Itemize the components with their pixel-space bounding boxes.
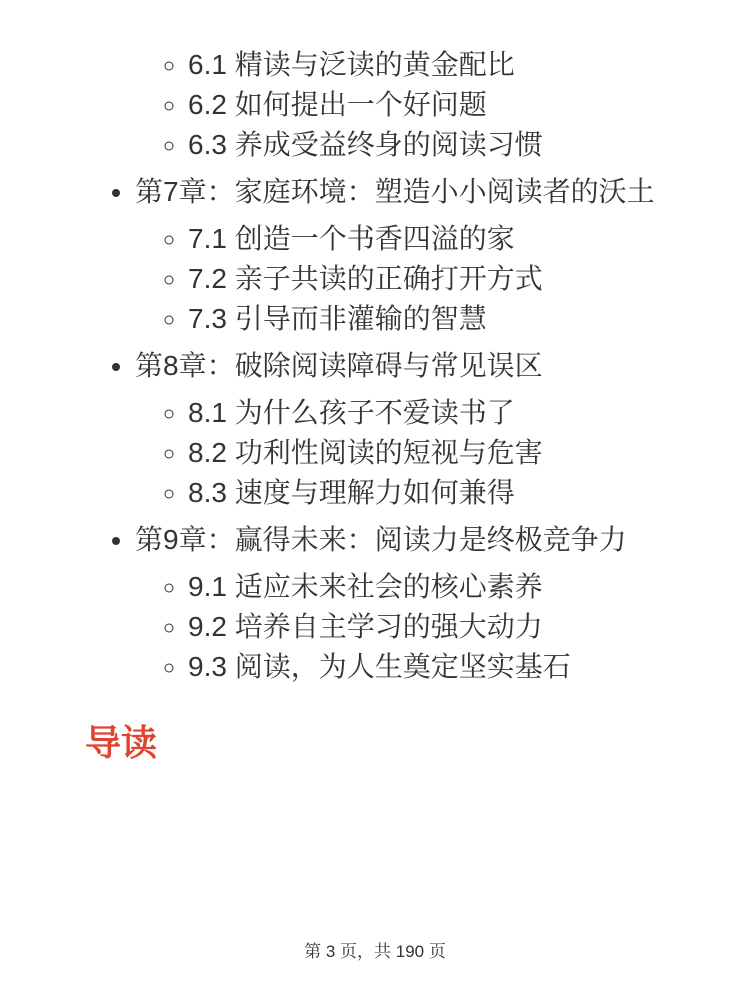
toc-subitem-9-1: ◦ 9.1 适应未来社会的核心素养 <box>188 570 710 603</box>
toc-subitem-9-2: ◦ 9.2 培养自主学习的强大动力 <box>188 610 710 643</box>
toc-chapter-7 <box>135 175 710 335</box>
toc-subitem-6-1: ◦ 6.1 精读与泛读的黄金配比 <box>188 48 710 81</box>
toc-subitem-9-3: ◦ 9.3 阅读，为人生奠定坚实基石 <box>188 650 710 683</box>
chapter8-subitem-list <box>135 396 710 509</box>
chapter-7-title: 第7章：家庭环境：塑造小小阅读者的沃土 <box>135 176 655 207</box>
toc-subitem-7-2: ◦ 7.2 亲子共读的正确打开方式 <box>188 262 710 295</box>
chapter6-subitem-list <box>85 48 710 161</box>
toc-subitem-8-3: ◦ 8.3 速度与理解力如何兼得 <box>188 476 710 509</box>
toc-subitem-6-3: ◦ 6.3 养成受益终身的阅读习惯 <box>188 128 710 161</box>
toc-chapter-8 <box>135 349 710 509</box>
toc-subitem-6-2: ◦ 6.2 如何提出一个好问题 <box>188 88 710 121</box>
page-indicator: 第 3 页，共 190 页 <box>304 942 446 961</box>
chapter7-subitem-list <box>135 222 710 335</box>
page-footer <box>0 941 750 963</box>
chapter-list <box>85 175 710 683</box>
chapter9-subitem-list <box>135 570 710 683</box>
toc-subitem-7-1: ◦ 7.1 创造一个书香四溢的家 <box>188 222 710 255</box>
toc-subitem-8-2: ◦ 8.2 功利性阅读的短视与危害 <box>188 436 710 469</box>
toc-subitem-8-1: ◦ 8.1 为什么孩子不爱读书了 <box>188 396 710 429</box>
chapter-9-title: 第9章：赢得未来：阅读力是终极竞争力 <box>135 524 627 555</box>
section-heading-daodu: 导读 <box>85 722 158 763</box>
chapter-8-title: 第8章：破除阅读障碍与常见误区 <box>135 350 543 381</box>
toc-subitem-7-3: ◦ 7.3 引导而非灌输的智慧 <box>188 302 710 335</box>
toc-chapter-9 <box>135 523 710 683</box>
